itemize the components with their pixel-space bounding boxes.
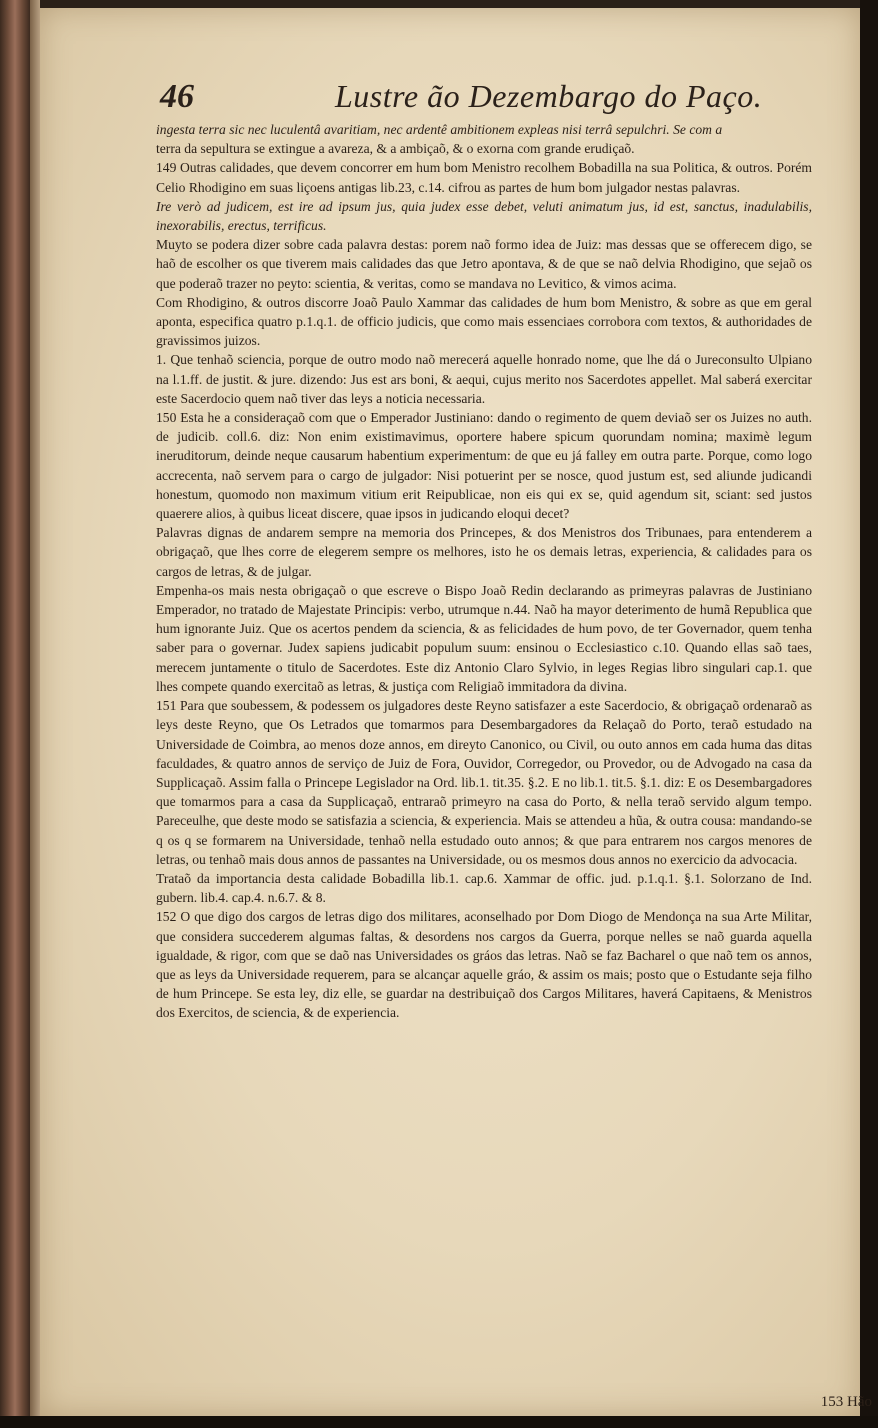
page-header [160,78,820,124]
page-leaf-edge [30,0,40,1428]
catchword: 153 Hão [820,1394,872,1410]
body-text [156,120,812,1023]
paragraph-latin-quote-opening: ingesta terra sic nec luculentâ avaritiam, nec ardentê ambitionem expleas nisi terrâ sepulchri. Se com a [156,122,723,137]
paragraph-sections-150-152: Muyto se podera dizer sobre cada palavra destas: porem naõ formo idea de Juiz: mas dessas que se offerecem digo, se haõ de escolher os que tiverem mais calidades das que Jetro apontava, & de que se naõ delvia Rhodigino, que sejaõ os que poderaõ trazer no peyto: scientia, & veritas, como se mandava no Levitico, & vimos acima. Com Rhodigino, & outros discorre Joaõ Paulo Xammar das calidades de hum bom Menistro, & sobre as que em geral aponta, especifica quatro p.1.q.1. de officio judicis, que como mais essenciaes corrobora com textos, & authoridades de gravissimos juizos. 1. Que tenhaõ sciencia, porque de outro modo naõ merecerá aquelle honrado nome, que lhe dá o Jureconsulto Ulpiano na l.1.ff. de justit. & jure. dizendo: Jus est ars boni, & aequi, cujus merito nos Sacerdotes appellet. Mal saberá exercitar este Sacerdocio quem naõ tiver das leys a noticia necessaria. 150 Esta he a consideraçaõ com que o Emperador Justiniano: dando o regimento de quem deviaõ ser os Juizes no auth. de judicib. coll.6. diz: Non enim existimavimus, oportere habere spicum quorundam nomina; maximè legum ineruditorum, deinde neque causarum habentium experimentum: de que eu já falley em outra parte. Porque, como logo accrecenta, naõ servem para o cargo de julgador: Nisi potuerint per se nosce, quod justum est, sed aliunde judicandi honestum, quomodo non maximum vitium erit Reipublicae, non eis qui ex se, quid agendum sit, sciant: sed justos quaerere alios, à quibus liceat discere, quae ipsos in judicando eloqui decet? Palavras dignas de andarem sempre na memoria dos Princepes, & dos Menistros dos Tribunaes, para entenderem a obrigaçaõ, que lhes corre de elegerem sempre os melhores, isto he os demais letras, experiencia, & calidades para os cargos de letras, & de julgar. Empenha-os mais nesta obrigaçaõ o que escreve o Bispo Joaõ Redin declarando as primeyras palavras de Justiniano Emperador, no tratado de Majestate Principis: verbo, utrumque n.44. Naõ ha mayor deterimento de humã Republica que hum ignorante Juiz. Que os acertos pendem da sciencia, & as felicidades de hum povo, de ter Governador, quem tenha saber para o governar. Judex sapiens judicabit populum suum: ensinou o Ecclesiastico c.10. Quando ellas saõ taes, merecem juntamente o titulo de Sacerdotes. Este diz Antonio Claro Sylvio, in leges Regias libro singulari cap.1. que lhes compete quando exercitaõ as letras, & justiça com Religiaõ immitadora da divina. 151 Para que soubessem, & podessem os julgadores deste Reyno satisfazer a este Sacerdocio, & obrigaçaõ ordenaraõ as leys deste Reyno, que Os Letrados que tomarmos para Desembargadores da Relaçaõ do Porto, teraõ estudado na Universidade de Coimbra, ao menos doze annos, em direyto Canonico, ou Civil, ou outo annos em cada huma das ditas faculdades, & quatro annos de serviço de Juiz de Fora, Ouvidor, Corregedor, ou Provedor, ou de Advogado na casa da Supplicaçaõ. Assim falla o Princepe Legislador na Ord. lib.1. tit.35. §.2. E no lib.1. tit.5. §.1. diz: E os Desembargadores que tomarmos para a casa da Supplicaçaõ, entraraõ primeyro na casa do Porto, & nella teraõ servido algum tempo. Pareceulhe, que deste modo se satisfazia a sciencia, & experiencia. Mais se attendeu a hũa, & outra cousa: mandando-se q os q se formarem na Universidade, tenhaõ nella estudado outo annos; & que para entrarem nos cargos menores de letras, ou tenhaõ mais dous annos de passantes na Universidade, ou os mesmos dous annos no exercicio da advocacia. Trataõ da importancia desta calidade Bobadilla lib.1. cap.6. Xammar de offic. jud. p.1.q.1. §.1. Solorzano de Ind. gubern. lib.4. cap.4. n.6.7. & 8. 152 O que digo dos cargos de letras digo dos militares, aconselhado por Dom Diogo de Mendonça na sua Arte Militar, que considera succederem algumas faltas, & desordens nos cargos da Guerra, porque nelles se naõ guarda aquella igualdade, & rigor, com que se daõ nas Universidades os gráos das letras. Naõ se faz Bacharel o que naõ tem os annos, que as leys da Universidade requerem, para se alcançar aquelle gráo, & assim os mais; posto que o Estudante seja filho de hum Princepe. Se esta ley, diz elle, se guardar na destribuiçaõ dos Cargos Militares, haverá Capitaens, & Menistros dos Exercitos, de sciencia, & de experiencia. [156,237,812,1021]
running-title: Lustre ão Dezembargo do Paço. [335,78,763,114]
paragraph-latin-quote-rhodigino: Ire verò ad judicem, est ire ad ipsum jus, quia judex esse debet, veluti animatum jus, id est, sanctus, inadulabilis, inexorabilis, erectus, terrificus. [156,198,812,234]
right-margin-shadow [860,0,878,1428]
page-number: 46 [160,78,194,115]
bottom-margin-shadow [0,1416,878,1428]
paragraph-section-149: terra da sepultura se extingue a avareza, & a ambiçaõ, & o exorna com grande erudiçaõ. 149 Outras calidades, que devem concorrer em hum bom Menistro recolhem Bobadilla na sua Politica, & outros. Porém Celio Rhodigino em suas liçoens antigas lib.23, c.14. cifrou as partes de hum bom julgador nestas palavras. [156,141,812,195]
book-spine [0,0,30,1428]
